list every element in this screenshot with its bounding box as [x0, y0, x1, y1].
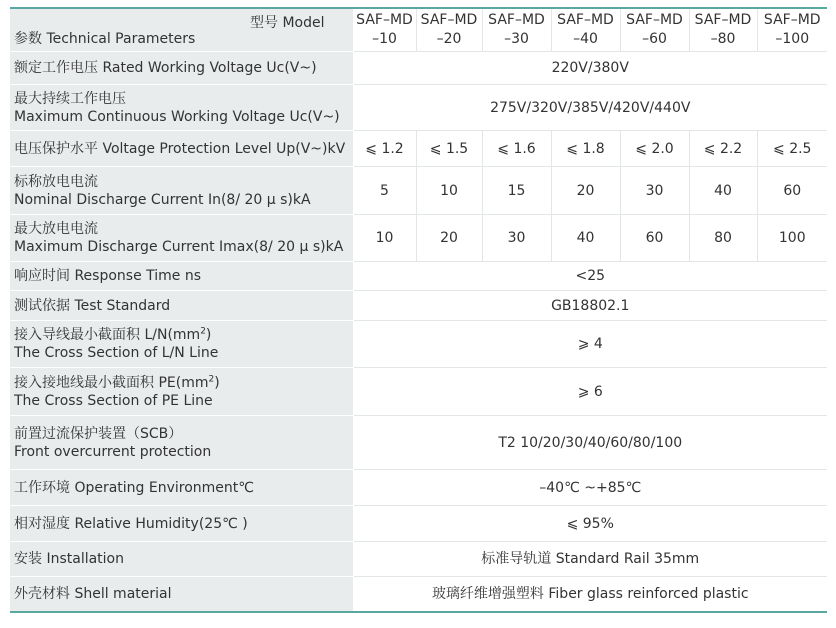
model-label: 型号 Model: [250, 15, 325, 31]
model-header: [689, 8, 757, 52]
value-cell: 5: [353, 167, 416, 215]
spec-table: [10, 7, 827, 613]
model-name: SAF–MD: [557, 12, 614, 28]
value-cell: 标准导轨道 Standard Rail 35mm: [353, 542, 827, 577]
value-cell: 10: [353, 215, 416, 262]
value-cell: 60: [757, 167, 827, 215]
param-label-cell: [10, 85, 353, 131]
model-header: [757, 8, 827, 52]
param-label-en: Nominal Discharge Current In(8/ 20 μ s)kA: [14, 191, 311, 208]
table-row: [10, 262, 827, 291]
table-row: [10, 506, 827, 542]
value-cell: ⩾ 4: [353, 321, 827, 368]
param-label-cell: 电压保护水平 Voltage Protection Level Up(V~)kV: [10, 131, 353, 167]
param-label-en: Front overcurrent protection: [14, 443, 212, 460]
value-cell: <25: [353, 262, 827, 291]
value-cell: 60: [620, 215, 689, 262]
model-suffix: –60: [642, 31, 667, 47]
table-row: [10, 52, 827, 85]
table-row: [10, 577, 827, 612]
value-cell: 20: [551, 167, 620, 215]
header-row: [10, 8, 827, 52]
table-row: [10, 291, 827, 321]
value-cell: ⩾ 6: [353, 368, 827, 416]
value-cell: ⩽ 2.2: [689, 131, 757, 167]
value-cell: 20: [416, 215, 482, 262]
param-label-en: The Cross Section of PE Line: [14, 392, 213, 409]
value-cell: 40: [689, 167, 757, 215]
param-label-cn: 最大放电电流: [14, 221, 98, 237]
table-row: [10, 470, 827, 506]
model-header: [416, 8, 482, 52]
param-label-cell: 外壳材料 Shell material: [10, 577, 353, 612]
table-row: [10, 321, 827, 368]
param-label-cn: 接入接地线最小截面积 $PE(mm^2)$: [14, 373, 220, 391]
param-label: 参数 Technical Parameters: [14, 31, 196, 47]
table-row: [10, 131, 827, 167]
model-name: SAF–MD: [420, 12, 478, 28]
param-label-cell: 测试依据 Test Standard: [10, 291, 353, 321]
model-header: [620, 8, 689, 52]
value-cell: 275V/320V/385V/420V/440V: [353, 85, 827, 131]
value-cell: 220V/380V: [353, 52, 827, 85]
param-label-cell: 额定工作电压 Rated Working Voltage Uc(V~): [10, 52, 353, 85]
value-cell: ⩽ 1.8: [551, 131, 620, 167]
param-label-cell: [10, 321, 353, 368]
param-label-cell: 相对湿度 Relative Humidity(25℃ ): [10, 506, 353, 542]
value-cell: T2 10/20/30/40/60/80/100: [353, 416, 827, 470]
table-row: [10, 368, 827, 416]
table-row: [10, 416, 827, 470]
value-cell: ⩽ 2.0: [620, 131, 689, 167]
model-suffix: –100: [775, 31, 810, 47]
value-cell: –40℃ ~+85℃: [353, 470, 827, 506]
param-label-cn: 接入导线最小截面积 $L/N(mm^2)$: [14, 326, 212, 343]
value-cell: ⩽ 1.5: [416, 131, 482, 167]
param-label-cell: [10, 167, 353, 215]
value-cell: 30: [620, 167, 689, 215]
value-cell: ⩽ 1.6: [482, 131, 551, 167]
value-cell: ⩽ 2.5: [757, 131, 827, 167]
param-label-cell: 响应时间 Response Time ns: [10, 262, 353, 291]
param-label-cell: [10, 416, 353, 470]
param-label-cell: 工作环境 Operating Environment℃: [10, 470, 353, 506]
value-cell: 80: [689, 215, 757, 262]
value-cell: 100: [757, 215, 827, 262]
model-name: SAF–MD: [763, 12, 821, 28]
param-label-cell: [10, 215, 353, 262]
value-cell: 玻璃纤维增强塑料 Fiber glass reinforced plastic: [353, 577, 827, 612]
model-header: [551, 8, 620, 52]
model-suffix: –20: [436, 31, 462, 47]
param-label-en: Maximum Discharge Current Imax(8/ 20 μ s)kA: [14, 239, 344, 255]
param-label-cn: 标称放电电流: [14, 173, 98, 190]
value-cell: 15: [482, 167, 551, 215]
param-label-cn: 前置过流保护装置（SCB）: [14, 425, 183, 442]
param-label-cell: 安装 Installation: [10, 542, 353, 577]
param-label-en: Maximum Continuous Working Voltage Uc(V~): [14, 108, 340, 125]
value-cell: ⩽ 1.2: [353, 131, 416, 167]
param-label-cell: [10, 368, 353, 416]
model-name: SAF–MD: [488, 12, 545, 28]
model-header: [482, 8, 551, 52]
header-corner-cell: [10, 8, 353, 52]
model-suffix: –30: [504, 31, 529, 47]
model-name: SAF–MD: [626, 12, 683, 28]
value-cell: 30: [482, 215, 551, 262]
param-label-en: The Cross Section of L/N Line: [14, 345, 219, 361]
model-name: SAF–MD: [356, 12, 413, 28]
param-label-cn: 最大持续工作电压: [14, 90, 126, 107]
table-row: [10, 215, 827, 262]
model-header: [353, 8, 416, 52]
model-suffix: –80: [710, 31, 736, 47]
table-row: [10, 85, 827, 131]
value-cell: 10: [416, 167, 482, 215]
model-name: SAF–MD: [694, 12, 752, 28]
value-cell: GB18802.1: [353, 291, 827, 321]
table-row: [10, 542, 827, 577]
value-cell: 40: [551, 215, 620, 262]
value-cell: ⩽ 95%: [353, 506, 827, 542]
model-suffix: –10: [372, 31, 397, 47]
model-suffix: –40: [573, 31, 598, 47]
table-row: [10, 167, 827, 215]
